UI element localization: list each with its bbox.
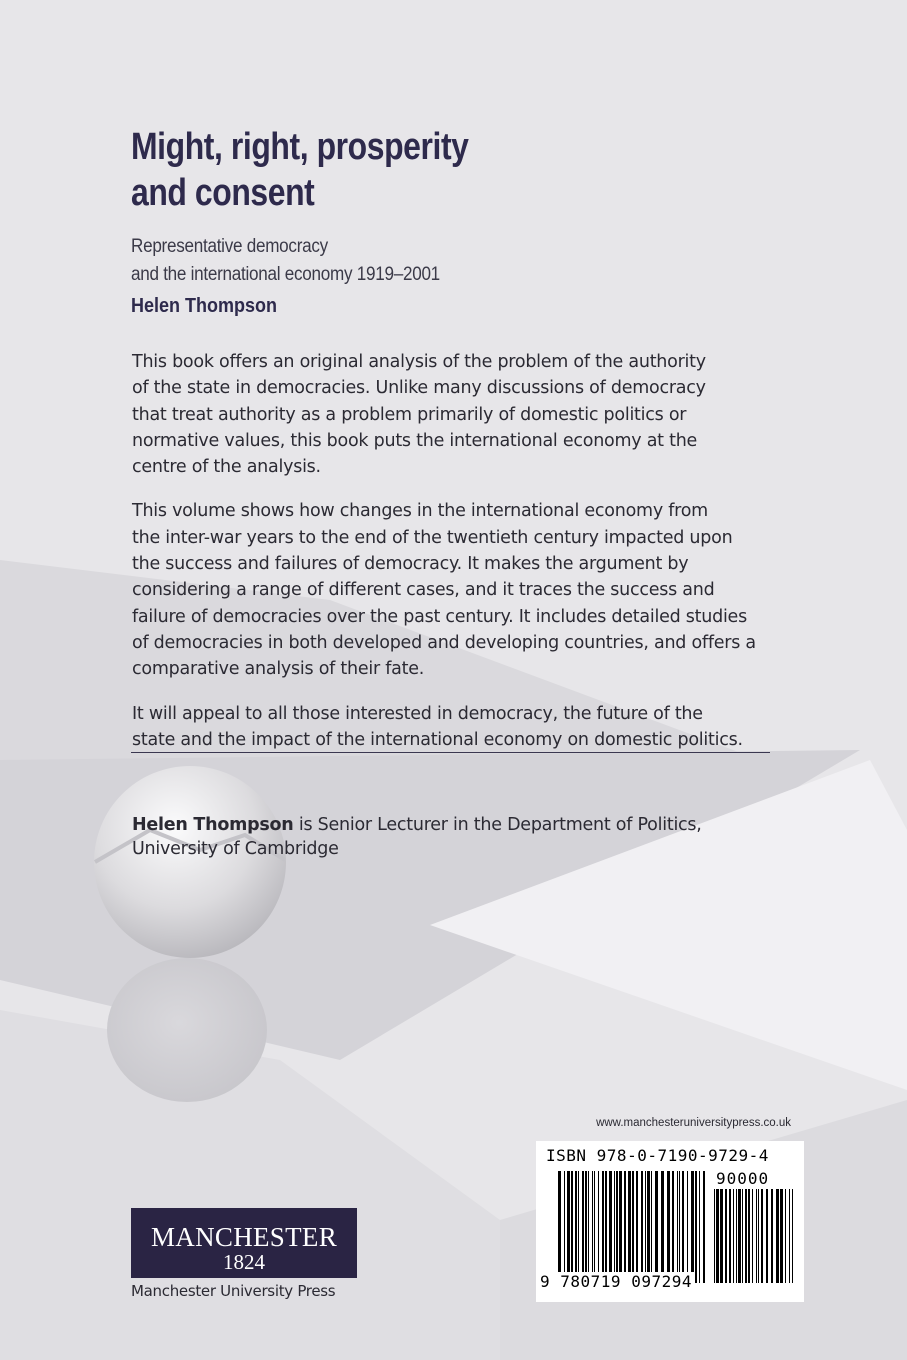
barcode-bar <box>582 1171 584 1283</box>
barcode-bar <box>619 1171 622 1283</box>
barcode-bar <box>792 1189 793 1283</box>
isbn-label: ISBN 978-0-7190-9729-4 <box>546 1146 769 1165</box>
barcode-bar <box>661 1171 664 1283</box>
barcode-bar <box>703 1171 705 1283</box>
barcode-bar <box>785 1189 786 1283</box>
addon-bars <box>714 1189 794 1283</box>
barcode-bar <box>592 1171 593 1283</box>
isbn-barcode <box>536 1141 804 1302</box>
barcode-bar <box>594 1171 595 1283</box>
barcode-bar <box>695 1171 697 1283</box>
logo-year: 1824 <box>223 1250 265 1274</box>
barcode-bar <box>578 1171 579 1283</box>
barcode-bar <box>738 1189 741 1283</box>
barcode-bar <box>605 1171 607 1283</box>
barcode-bar <box>756 1189 757 1283</box>
book-title <box>131 124 601 216</box>
barcode-bar <box>567 1171 570 1283</box>
blurb-line: This book offers an original analysis of the problem of the authority <box>132 352 706 372</box>
barcode-bar <box>691 1171 694 1283</box>
barcode-bar <box>628 1171 631 1283</box>
price-code: 90000 <box>716 1169 770 1188</box>
barcode-bar <box>766 1189 768 1283</box>
blurb-line: considering a range of different cases, and it traces the success and <box>132 580 715 601</box>
barcode-bar <box>687 1171 688 1283</box>
blurb-line: failure of democracies over the past century. It includes detailed studies <box>132 606 747 627</box>
barcode-bar <box>752 1189 753 1283</box>
barcode-bar <box>776 1189 779 1283</box>
barcode-bar <box>655 1171 658 1283</box>
blurb-line: the success and failures of democracy. It makes the argument by <box>132 554 689 575</box>
blurb-paragraph-2 <box>132 498 792 682</box>
barcode-bar <box>720 1189 723 1283</box>
blurb-line: normative values, this book puts the international economy at the <box>132 430 698 451</box>
book-subtitle-line-2: and the international economy 1919–2001 <box>131 264 440 285</box>
blurb-line: centre of the analysis. <box>132 457 321 478</box>
publisher-logo <box>131 1208 357 1278</box>
barcode-bar <box>616 1171 618 1283</box>
barcode-bar <box>571 1171 573 1283</box>
author-bio-line-1 <box>132 813 792 837</box>
barcode-bar <box>733 1189 734 1283</box>
book-title-line-1: Might, right, prosperity <box>131 126 469 168</box>
blurb-line: that treat authority as a problem primarily of domestic politics or <box>132 404 687 425</box>
sphere-reflection <box>107 958 267 1102</box>
publisher-name: Manchester University Press <box>131 1282 336 1300</box>
blurb-line: of democracies in both developed and developing countries, and offers a <box>132 632 756 653</box>
publisher-url: www.manchesteruniversitypress.co.uk <box>596 1117 791 1129</box>
barcode-bar <box>725 1189 727 1283</box>
barcode-bar <box>667 1171 670 1283</box>
sphere-decoration <box>94 766 286 958</box>
barcode-bar <box>575 1171 577 1283</box>
barcode-bar <box>729 1189 731 1283</box>
blurb <box>132 349 792 771</box>
blurb-line: It will appeal to all those interested in democracy, the future of the <box>132 703 703 724</box>
blurb-paragraph-1 <box>132 349 792 480</box>
author-bio <box>132 813 792 861</box>
barcode-bar <box>679 1171 680 1283</box>
barcode-bar <box>672 1171 674 1283</box>
barcode-bar <box>647 1171 650 1283</box>
barcode-bar <box>609 1171 612 1283</box>
barcode-bar <box>614 1171 615 1283</box>
ean-bars <box>558 1171 708 1283</box>
ean-digits: 9 780719 097294 <box>540 1272 692 1291</box>
barcode-bar <box>588 1171 589 1283</box>
author-name: Helen Thompson <box>131 295 278 317</box>
author-bio-line-2: University of Cambridge <box>132 839 339 859</box>
barcode-bar <box>564 1171 565 1283</box>
blurb-line: of the state in democracies. Unlike many discussions of democracy <box>132 378 706 399</box>
barcode-bar <box>699 1171 700 1283</box>
barcode-bar <box>789 1189 790 1283</box>
blurb-line: the inter-war years to the end of the twentieth century impacted upon <box>132 527 733 548</box>
barcode-bar <box>780 1189 783 1283</box>
barcode-bar <box>716 1189 719 1283</box>
blurb-line: This volume shows how changes in the international economy from <box>132 501 708 522</box>
barcode-bar <box>745 1189 747 1283</box>
barcode-bar <box>651 1171 652 1283</box>
logo-name: MANCHESTER <box>150 1222 337 1252</box>
barcode-bar <box>748 1189 750 1283</box>
barcode-bar <box>758 1189 759 1283</box>
blurb-paragraph-3 <box>132 701 792 754</box>
barcode-bar <box>742 1189 743 1283</box>
barcode-bar <box>636 1171 638 1283</box>
barcode-bar <box>736 1189 737 1283</box>
barcode-bar <box>641 1171 643 1283</box>
barcode-bar <box>771 1189 773 1283</box>
barcode-bar <box>761 1189 763 1283</box>
barcode-bar <box>624 1171 626 1283</box>
barcode-bar <box>602 1171 604 1283</box>
barcode-bar <box>677 1171 678 1283</box>
barcode-bar <box>632 1171 634 1283</box>
author-bio-text: is Senior Lecturer in the Department of Politics, <box>293 815 702 835</box>
barcode-bar <box>585 1171 587 1283</box>
book-title-line-2: and consent <box>131 172 315 214</box>
divider <box>131 752 770 753</box>
barcode-bar <box>598 1171 599 1283</box>
barcode-bar <box>682 1171 684 1283</box>
book-subtitle-line-1: Representative democracy <box>131 236 328 257</box>
author-bio-name: Helen Thompson <box>132 815 294 835</box>
book-subtitle <box>131 233 635 289</box>
blurb-line: state and the impact of the international economy on domestic politics. <box>132 729 743 750</box>
blurb-line: comparative analysis of their fate. <box>132 659 425 680</box>
barcode-bar <box>645 1171 646 1283</box>
barcode-bar <box>558 1171 561 1283</box>
barcode-bar <box>714 1189 715 1283</box>
